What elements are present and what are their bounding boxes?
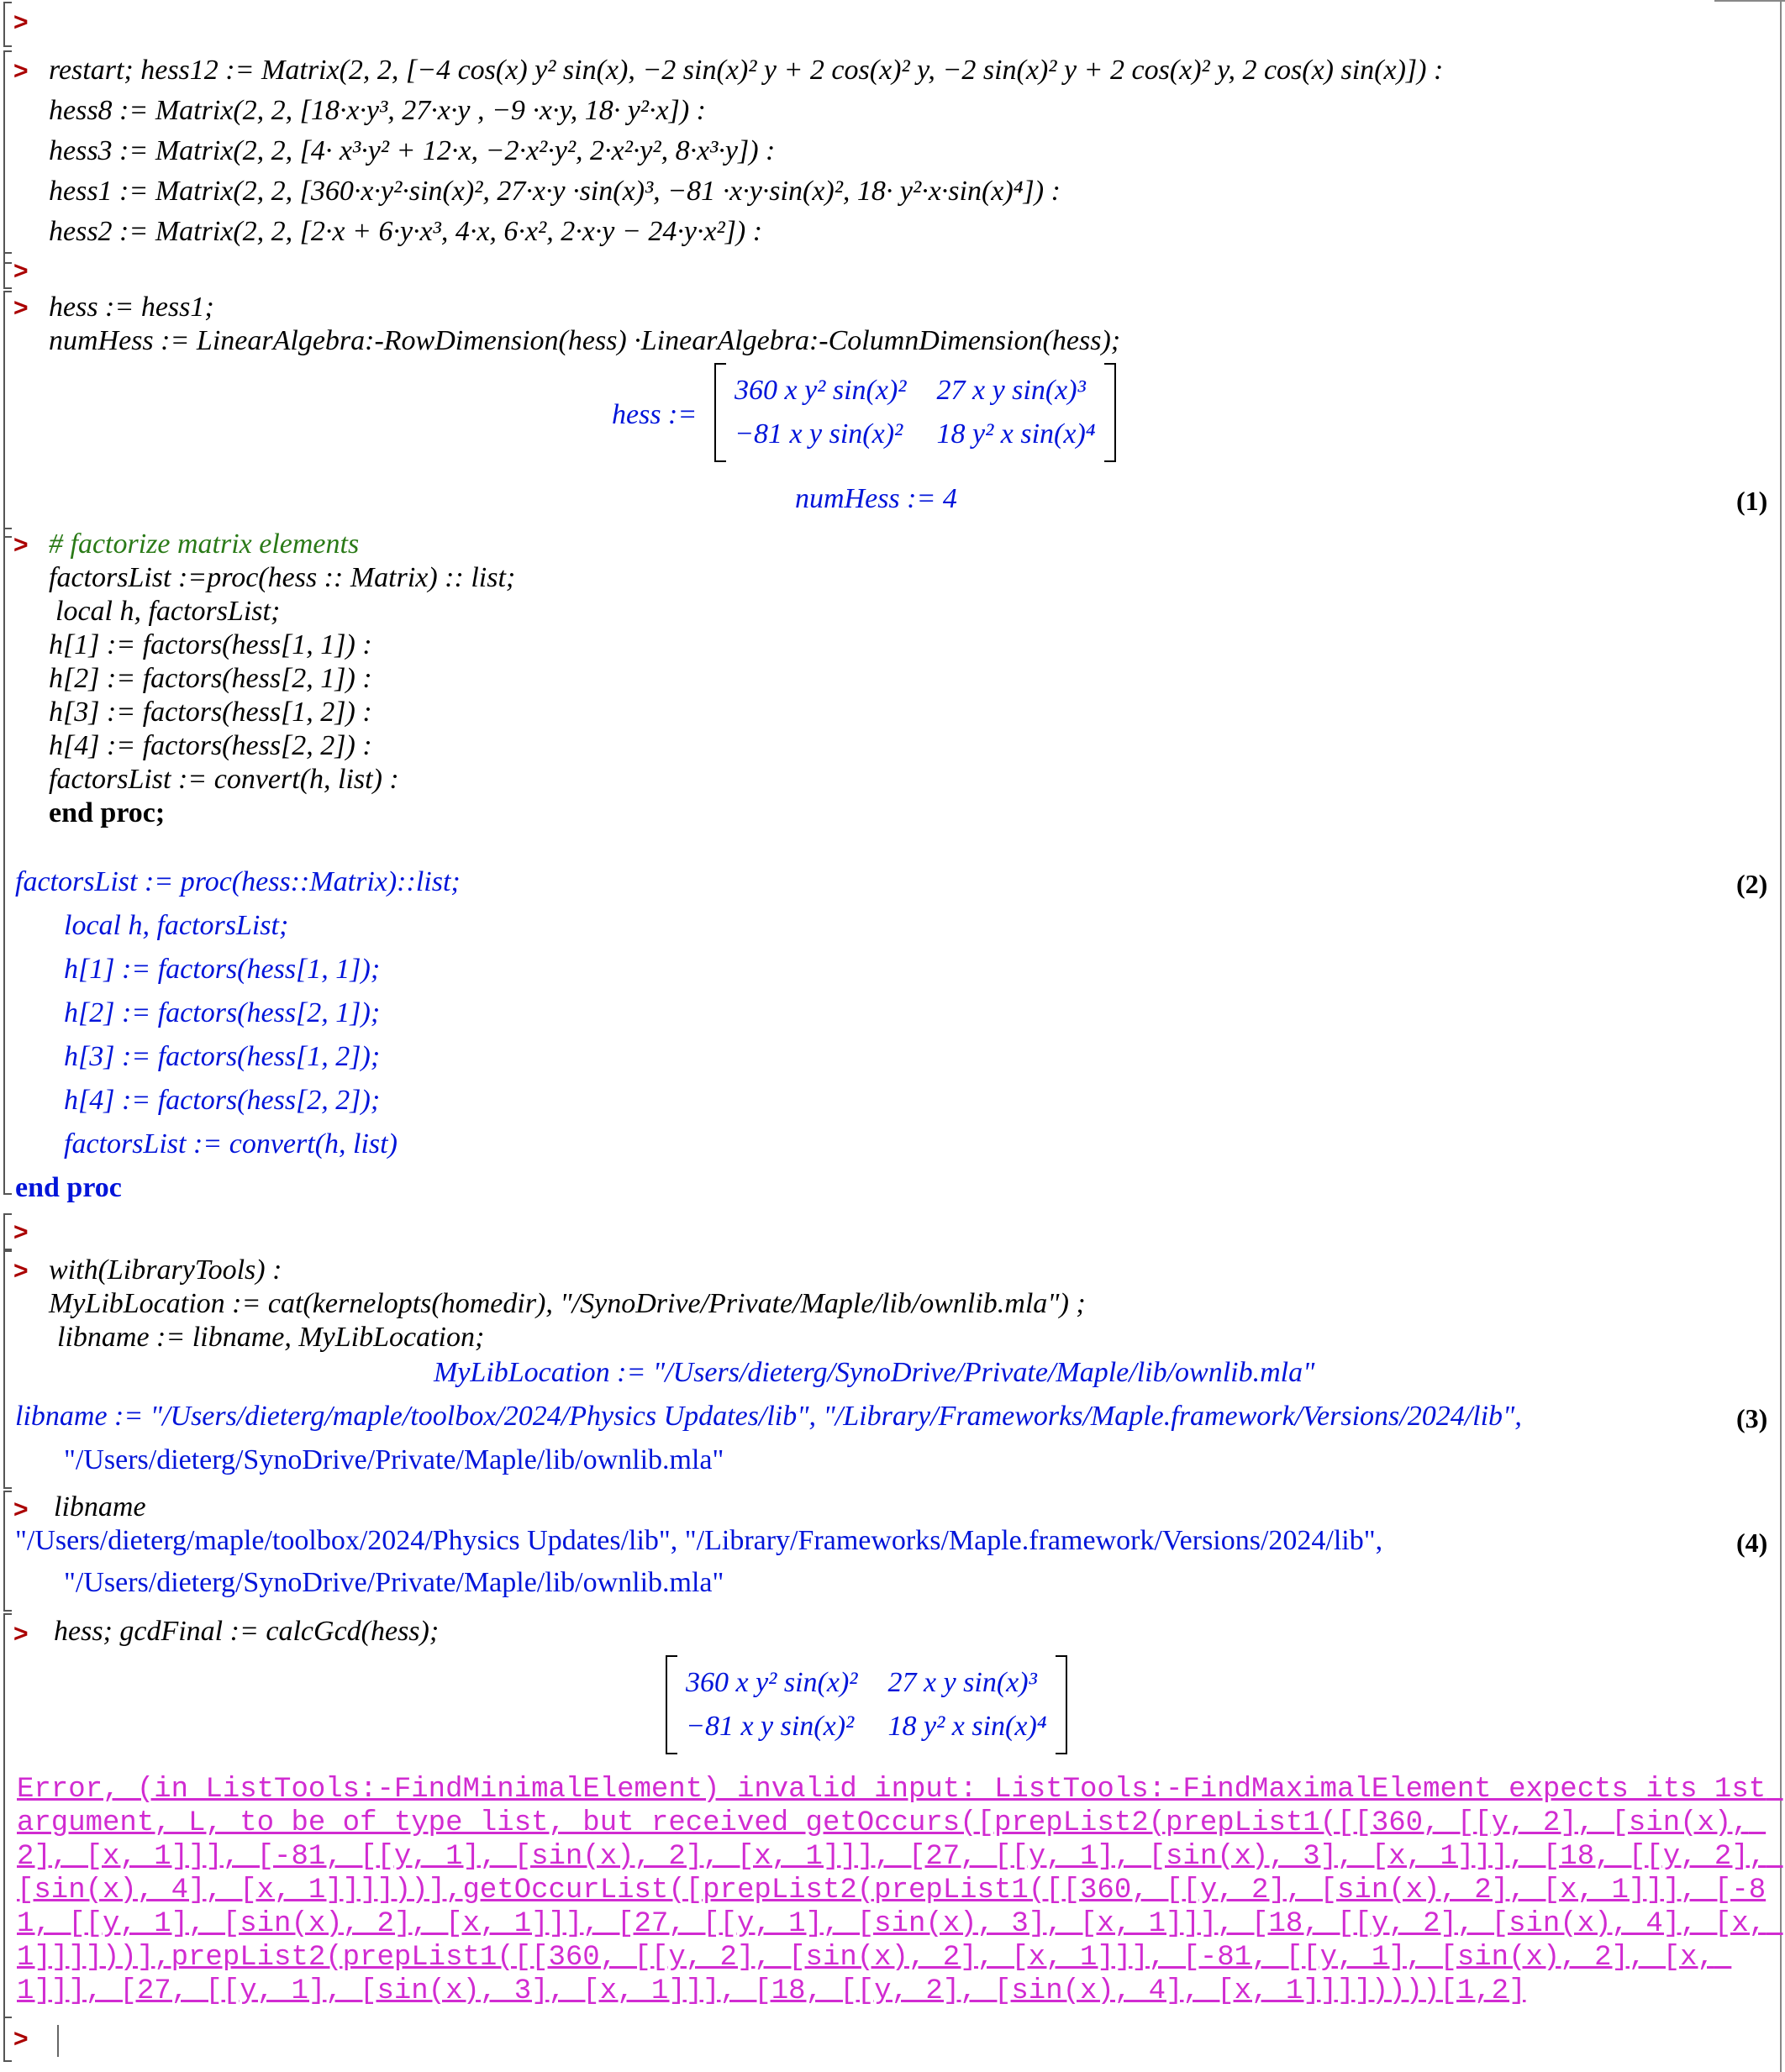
execution-group-bracket[interactable] [3, 252, 12, 289]
output-line: "/Users/dieterg/maple/toolbox/2024/Physics Updates/lib", "/Library/Frameworks/Maple.framework/Versions/2024/lib", [15, 1525, 1383, 1556]
input-prompt[interactable]: > [13, 257, 29, 285]
equation-label: (2) [1736, 869, 1768, 899]
text-cursor [57, 2025, 59, 2057]
input-line[interactable]: factorsList :=proc(hess :: Matrix) :: list; [49, 562, 516, 593]
input-line[interactable]: end proc; [49, 797, 166, 828]
matrix-cell: 18 y² x sin(x)⁴ [936, 418, 1096, 450]
execution-group-bracket[interactable] [3, 1613, 12, 2018]
matrix-cell: 360 x y² sin(x)² [686, 1667, 858, 1698]
execution-group-bracket[interactable] [3, 528, 12, 1195]
output-line: factorsList := proc(hess::Matrix)::list; [15, 866, 461, 897]
window-right-edge [1780, 0, 1782, 2072]
input-line[interactable]: hess8 := Matrix(2, 2, [18·x·y³, 27·x·y , −9 ·x·y, 18· y²·x]) : [49, 95, 706, 126]
input-line[interactable]: hess2 := Matrix(2, 2, [2·x + 6·y·x³, 4·x, 6·x², 2·x·y − 24·y·x²]) : [49, 216, 763, 247]
input-line[interactable]: h[1] := factors(hess[1, 1]) : [49, 629, 372, 660]
input-prompt[interactable]: > [13, 57, 29, 85]
input-line[interactable]: restart; hess12 := Matrix(2, 2, [−4 cos(x) y² sin(x), −2 sin(x)² y + 2 cos(x)² y, −2 sin(x)² y + 2 cos(x)² y, 2 cos(x) sin(x)]) : [49, 55, 1444, 86]
input-line[interactable]: factorsList := convert(h, list) : [49, 764, 399, 795]
input-line[interactable]: h[2] := factors(hess[2, 1]) : [49, 663, 372, 694]
input-line[interactable]: with(LibraryTools) : [49, 1254, 282, 1286]
execution-group-bracket[interactable] [3, 50, 12, 264]
error-message[interactable]: Error, (in ListTools:-FindMinimalElement) invalid input: ListTools:-FindMaximalElement expects its 1st argument, L, to be of type list, but received getOccurs([prepList2(prepList1([[360, [[y, 2], [sin(x), 2], [x, 1]]], [-81, [[y, 1], [sin(x), 2], [x, 1]]], [27, [[y, 1], [sin(x), 3], [x, 1]]], [18, [[y, 2], [sin(x), 4], [x, 1]]]]))],getOccurList([prepList2(prepList1([[360, [[y, 2], [sin(x), 2], [x, 1]]], [-81, [[y, 1], [sin(x), 2], [x, 1]]], [27, [[y, 1], [sin(x), 3], [x, 1]]], [18, [[y, 2], [sin(x), 4], [x, 1]]]]))],prepList2(prepList1([[360, [[y, 2], [sin(x), 2], [x, 1]]], [-81, [[y, 1], [sin(x), 2], [x, 1]]], [27, [[y, 1], [sin(x), 3], [x, 1]]], [18, [[y, 2], [sin(x), 4], [x, 1]]]]))))[1,2] [17, 1774, 1783, 2007]
input-line[interactable]: hess := hess1; [49, 292, 214, 323]
execution-group-bracket[interactable] [3, 1250, 12, 1489]
output-line: h[1] := factors(hess[1, 1]); [64, 954, 381, 985]
equation-label: (3) [1736, 1403, 1768, 1433]
output-line: h[3] := factors(hess[1, 2]); [64, 1041, 381, 1072]
input-prompt[interactable]: > [13, 8, 29, 36]
input-prompt[interactable]: > [13, 294, 29, 322]
input-prompt[interactable]: > [13, 531, 29, 559]
output-line: h[4] := factors(hess[2, 2]); [64, 1085, 381, 1116]
input-prompt[interactable]: > [13, 1496, 29, 1523]
input-prompt[interactable]: > [13, 2025, 29, 2053]
output-line: libname := "/Users/dieterg/maple/toolbox/2024/Physics Updates/lib", "/Library/Frameworks/Maple.framework/Versions/2024/lib", [15, 1401, 1522, 1432]
output-line: numHess := 4 [795, 483, 957, 514]
equation-label: (4) [1736, 1528, 1768, 1558]
matrix-cell: 360 x y² sin(x)² [735, 375, 907, 406]
output-line: factorsList := convert(h, list) [64, 1128, 398, 1160]
window-top-edge [1714, 0, 1785, 2]
input-prompt[interactable]: > [13, 1218, 29, 1246]
output-line: MyLibLocation := "/Users/dieterg/SynoDrive/Private/Maple/lib/ownlib.mla" [434, 1357, 1315, 1388]
execution-group-bracket[interactable] [3, 291, 12, 538]
execution-group-bracket[interactable] [3, 1491, 12, 1612]
execution-group-bracket[interactable] [3, 2, 12, 47]
input-prompt[interactable]: > [13, 1620, 29, 1648]
output-line: end proc [15, 1172, 122, 1203]
input-line[interactable]: numHess := LinearAlgebra:-RowDimension(hess) ·LinearAlgebra:-ColumnDimension(hess); [49, 325, 1121, 356]
execution-group-bracket[interactable] [3, 2017, 12, 2062]
input-line[interactable]: MyLibLocation := cat(kernelopts(homedir), "/SynoDrive/Private/Maple/lib/ownlib.mla") ; [49, 1288, 1086, 1319]
matrix-cell: −81 x y sin(x)² [735, 418, 903, 450]
output-matrix [666, 1655, 1067, 1754]
output-line: local h, factorsList; [64, 910, 289, 941]
output-line: h[2] := factors(hess[2, 1]); [64, 997, 381, 1028]
matrix-cell: 18 y² x sin(x)⁴ [887, 1711, 1047, 1742]
input-line[interactable]: h[4] := factors(hess[2, 2]) : [49, 730, 372, 761]
execution-group-bracket[interactable] [3, 1213, 12, 1250]
input-line[interactable]: libname := libname, MyLibLocation; [57, 1322, 485, 1353]
equation-label: (1) [1736, 486, 1768, 516]
matrix-cell: −81 x y sin(x)² [686, 1711, 855, 1742]
input-line[interactable]: hess3 := Matrix(2, 2, [4· x³·y² + 12·x, −2·x²·y², 2·x²·y², 8·x³·y]) : [49, 135, 776, 166]
matrix-cell: 27 x y sin(x)³ [936, 375, 1086, 406]
output-matrix [714, 363, 1116, 462]
input-line[interactable]: local h, factorsList; [55, 596, 281, 627]
input-line[interactable]: hess; gcdFinal := calcGcd(hess); [54, 1616, 440, 1647]
input-line[interactable]: h[3] := factors(hess[1, 2]) : [49, 697, 372, 728]
matrix-cell: 27 x y sin(x)³ [887, 1667, 1037, 1698]
input-line[interactable]: hess1 := Matrix(2, 2, [360·x·y²·sin(x)², 27·x·y ·sin(x)³, −81 ·x·y·sin(x)², 18· y²·x·sin(x)⁴]) : [49, 176, 1061, 207]
output-label: hess := [612, 399, 698, 430]
output-line: "/Users/dieterg/SynoDrive/Private/Maple/lib/ownlib.mla" [64, 1444, 724, 1475]
output-line: "/Users/dieterg/SynoDrive/Private/Maple/lib/ownlib.mla" [64, 1567, 724, 1598]
input-prompt[interactable]: > [13, 1257, 29, 1285]
input-line[interactable]: libname [54, 1491, 146, 1522]
code-comment[interactable]: # factorize matrix elements [49, 529, 360, 560]
